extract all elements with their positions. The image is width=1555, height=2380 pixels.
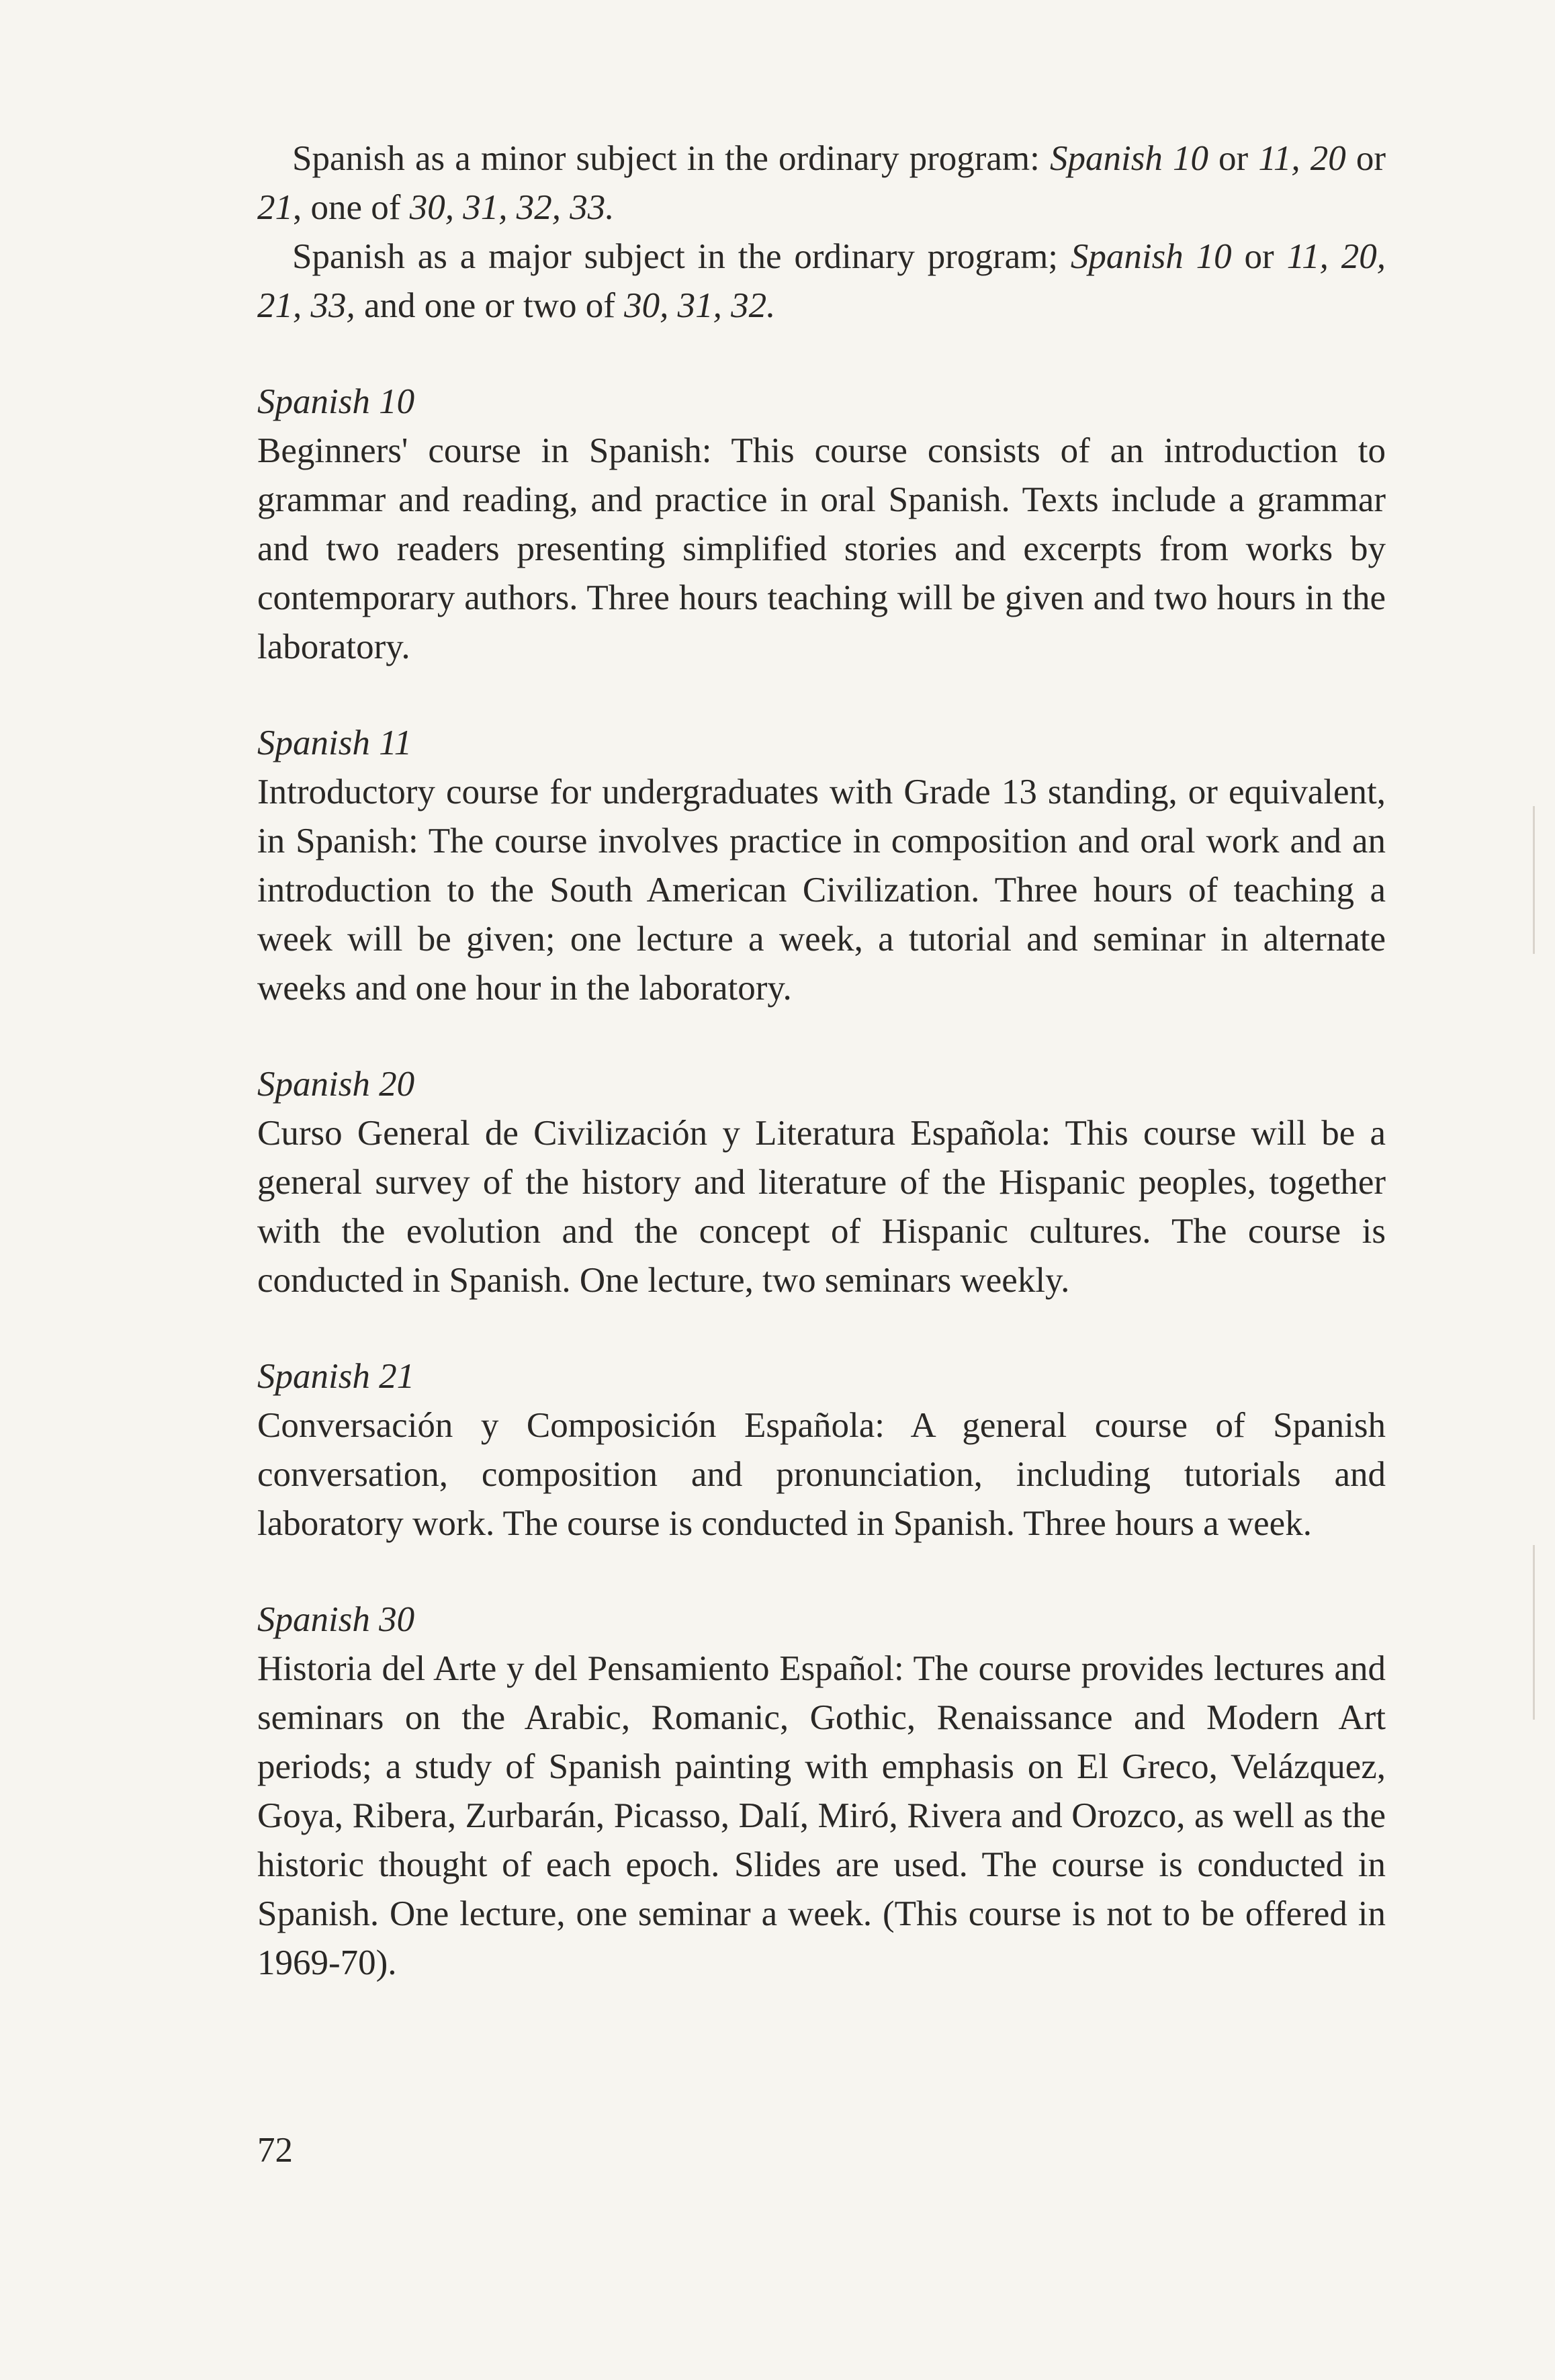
minor-text: Spanish as a minor subject in the ordinary program: — [292, 139, 1050, 178]
major-text: Spanish as a major subject in the ordinary program; — [292, 237, 1071, 276]
course-description: Conversación y Composición Española: A general course of Spanish conversation, composition and pronunciation, including tutorials and laboratory work. The course is conducted in Spanish. Three hours a week. — [257, 1406, 1386, 1543]
course-spanish-20 — [257, 1060, 1386, 1305]
page-number: 72 — [257, 2131, 293, 2170]
scan-edge-mark — [1533, 806, 1535, 954]
course-heading: Spanish 11 — [257, 723, 412, 762]
course-spanish-10 — [257, 378, 1386, 672]
minor-subject-requirement — [257, 134, 1386, 232]
course-description: Historia del Arte y del Pensamiento Español: The course provides lectures and seminars on the Arabic, Romanic, Gothic, Renaissance and Modern Art periods; a study of Spanish painting with emphasis on El Greco, Velázquez, Goya, Ribera, Zurbarán, Picasso, Dalí, Miró, Rivera and Orozco, as well as the historic thought of each epoch. Slides are used. The course is conducted in Spanish. One lecture, one seminar a week. (This course is not to be offered in 1969-70). — [257, 1649, 1386, 1982]
major-courses: Spanish 10 — [1070, 237, 1232, 276]
scan-edge-mark — [1533, 1545, 1535, 1720]
course-description: Curso General de Civilización y Literatura Española: This course will be a general survey of the history and literature of the Hispanic peoples, together with the evolution and the concept of Hispanic cultures. The course is conducted in Spanish. One lecture, two seminars weekly. — [257, 1114, 1386, 1300]
minor-or: or — [1208, 139, 1259, 178]
major-courses-3: 30, 31, 32. — [624, 286, 776, 325]
major-subject-requirement — [257, 232, 1386, 330]
page-body — [257, 134, 1386, 1988]
course-spanish-21 — [257, 1352, 1386, 1548]
major-courses-2: 11, 20, 21, 33, — [257, 237, 1386, 325]
minor-or-2: or — [1345, 139, 1386, 178]
minor-courses-4: 30, 31, 32, 33. — [409, 188, 615, 227]
course-heading: Spanish 30 — [257, 1600, 415, 1639]
course-spanish-30 — [257, 1595, 1386, 1988]
course-heading: Spanish 21 — [257, 1357, 415, 1396]
minor-courses-3: 21 — [257, 188, 293, 227]
major-or: or — [1231, 237, 1287, 276]
minor-tail: , one of — [293, 188, 410, 227]
course-description: Introductory course for undergraduates with Grade 13 standing, or equivalent, in Spanish: The course involves practice in composition and oral work and an introduction to the South American Civilization. Three hours of teaching a week will be given; one lecture a week, a tutorial and seminar in alternate weeks and one hour in the laboratory. — [257, 773, 1386, 1008]
course-heading: Spanish 10 — [257, 382, 415, 421]
minor-courses: Spanish 10 — [1049, 139, 1208, 178]
course-spanish-11 — [257, 719, 1386, 1013]
course-heading: Spanish 20 — [257, 1065, 415, 1104]
course-description: Beginners' course in Spanish: This course consists of an introduction to grammar and reading, and practice in oral Spanish. Texts include a grammar and two readers presenting simplified stories and excerpts from works by contemporary authors. Three hours teaching will be given and two hours in the laboratory. — [257, 431, 1386, 666]
minor-courses-2: 11, 20 — [1258, 139, 1346, 178]
major-tail: and one or two of — [355, 286, 625, 325]
